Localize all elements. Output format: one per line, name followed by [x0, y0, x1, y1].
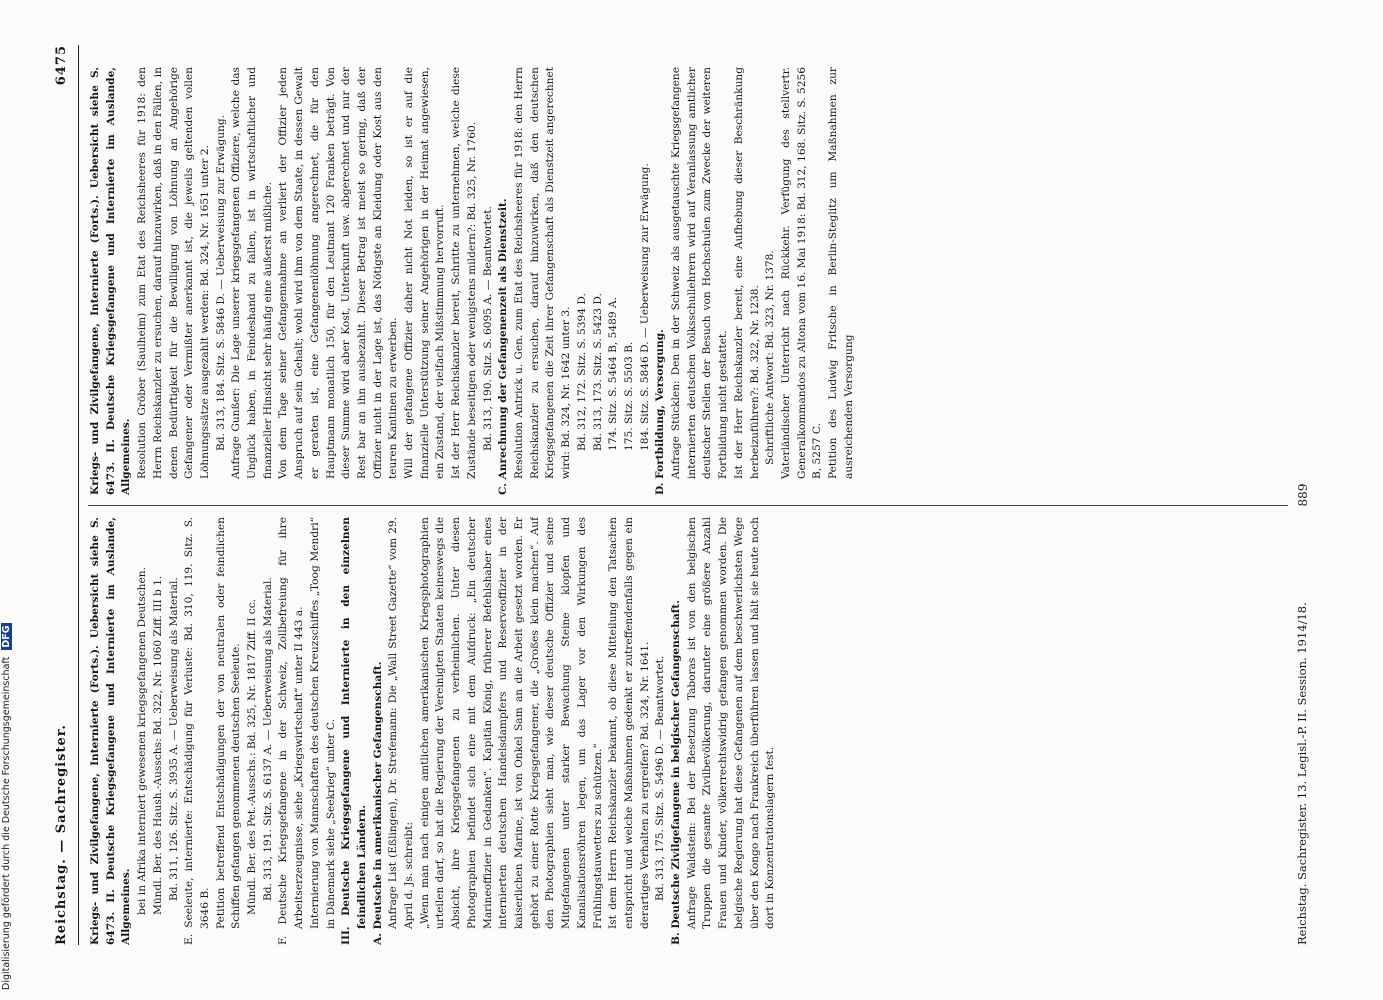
index-entry: Kriegs- und Zivilgefangene, Internierte (Forts.). Uebersicht siehe S. 6473. II. Deutsche Kriegsgefangene und Internierte im Auslande, Allgemeines. [89, 517, 133, 945]
index-entry: 174. Sitz. S. 5464 B, 5489 A. [607, 297, 620, 451]
index-entry: Anfrage List (Eßlingen), Dr. Strefemann: Die „Wall Street Gazette“ vom 29. April d. Js. schreibt: [387, 517, 416, 929]
index-entry: A. Deutsche in amerikanischer Gefangenschaft. [371, 661, 384, 945]
index-entry: Petition betreffend Entschädigungen der von neutralen oder feindlichen Schiffen gefangen genommenen deutschen Seeleute. [214, 517, 243, 929]
dfg-logo: DFG [1, 625, 12, 648]
index-entry: Von dem Tage seiner Gefangennahme an verliert der Offizier jeden Anspruch auf sein Gehalt; wohl wird ihm von dem Staate, in dessen Gewalt er geraten ist, eine Gefangenenlöhnung angerechnet, die für den Hauptmann monatlich 150, für den Leutnant 120 Franken beträgt. Von dieser Summe wird aber Kost, Unterkunft usw. abgerechnet und nur der Rest bar an ihn ausbezahlt. Dieser Betrag ist meist so gering, daß der Offizier nicht in der Lage ist, das Nötigste an Kleidung oder Kost aus den teuren Kantinen zu erwerben. [277, 67, 400, 479]
running-head-page: 6475 [54, 45, 69, 86]
index-entry: Bd. 313, 184. Sitz. S. 5846 D. — Ueberweisung zur Erwägung. [214, 114, 227, 451]
index-entry: Will der gefangene Offizier daher nicht Not leiden, so ist er auf die finanzielle Unterstützung seiner Angehörigen in der Heimat angewiesen, ein Zustand, der vielfach Mißstimmung hervorruft. [403, 67, 447, 479]
index-entry: Petition des Ludwig Fritsche in Berlin-Steglitz um Maßnahmen zur ausreichenden Versorgung [827, 67, 855, 479]
index-entry: D. Fortbildung, Versorgung. [654, 329, 667, 495]
index-entry: Resolution Antrick u. Gen. zum Etat des Reichsheeres für 1918: den Herrn Reichskanzler zu ersuchen, darauf hinzuwirken, daß den deutschen Kriegsgefangenen die Zeit ihrer Gefangenschaft als Dienstzeit angerechnet wird: Bd. 324, Nr. 1642 unter 3. [512, 67, 573, 479]
index-entry: Ist dem Herrn Reichskanzler bekannt, ob diese Mitteilung den Tatsachen entspricht und welche Maßnahmen gedenkt er zutreffendenfalls gegen ein derartiges Verhalten zu ergreifen? Bd. 324, Nr. 1641. [607, 517, 651, 929]
index-entry: C. Anrechnung der Gefangenenzeit als Dienstzeit. [497, 198, 510, 495]
scanned-book-page [50, 45, 1330, 945]
index-entry: Ist der Herr Reichskanzler bereit, Schritte zu unternehmen, welche diese Zustände beseitigen oder wenigstens mildern?: Bd. 325, Nr. 1760. [450, 67, 478, 479]
index-entry: Internierung von Mannschaften des deutschen Kreuzschiffes „Toog Mendri“ in Dänemark siehe „Seekrieg“ unter C. [308, 517, 337, 929]
index-entry: Resolution Gröber (Saulheim) zum Etat des Reichsheeres für 1918: den Herrn Reichskanzler zu ersuchen, darauf hinzuwirken, daß in den Fällen, in denen Bedürftigkeit für die Bewilligung von Löhnung an Angehörige Gefangener oder Vermißter anerkannt ist, die jeweils geltenden vollen Löhnungssätze ausgezahlt werden: Bd. 324, Nr. 1651 unter 2. [136, 67, 211, 479]
header-rule [78, 45, 79, 945]
index-entry: Bd. 312, 172. Sitz. S. 5394 D. [575, 293, 588, 451]
index-entry: B. Deutsche Zivilgefangene in belgischer Gefangenschaft. [670, 600, 683, 945]
running-head-left: Reichstag. — Sachregister. [54, 724, 69, 945]
index-entry: III. Deutsche Kriegsgefangene und Internierte in den einzelnen feindlichen Ländern. [340, 517, 368, 945]
column-divider [88, 505, 1288, 506]
page-number: 889 [1296, 483, 1310, 507]
index-entry: F. Deutsche Kriegsgefangene in der Schweiz, Zollbefreiung für ihre Arbeitserzeugnisse, siehe „Kriegswirtschaft“ unter II 443 a. [277, 517, 306, 945]
index-entry: Schriftliche Antwort: Bd. 323, Nr. 1378. [764, 250, 777, 465]
index-entry: Anfrage Stücklen: Den in der Schweiz als ausgetauschte Kriegsgefangene internierten deutschen Volksschullehrern wird auf Veranlassung amtlicher deutscher Stellen der Besuch von Hochschulen zum Zwecke der weiteren Fortbildung nicht gestattet. [670, 67, 730, 479]
index-entry: 175. Sitz. S. 5503 B. [622, 341, 635, 451]
right-column [88, 67, 1298, 495]
index-entry: Bd. 313, 173. Sitz. S. 5423 D. [591, 293, 604, 451]
index-entry: E. Seeleute, internierte: Entschädigung für Verluste: Bd. 310, 119. Sitz. S. 3646 B. [183, 517, 211, 945]
index-entry: Anfrage Gunßer: Die Lage unserer kriegsgefangenen Offiziere, welche das Unglück haben, in Feindeshand zu fallen, ist in wirtschaftlicher und finanzieller Hinsicht sehr häufig eine äußerst mißliche. [230, 67, 274, 479]
index-entry: Kriegs- und Zivilgefangene, Internierte (Forts.). Uebersicht siehe S. 6473. II. Deutsche Kriegsgefangene und Internierte im Auslande, Allgemeines. [89, 67, 133, 495]
digitization-credit [0, 0, 14, 1000]
index-entry: Bd. 313, 191. Sitz. S. 6137 A. — Ueberweisung als Material. [261, 577, 274, 901]
page-footer: Reichstag. Sachregister. 13. Legisl.-P. II. Session. 1914/18. [1295, 602, 1309, 945]
index-entry: Ist der Herr Reichskanzler bereit, eine Aufhebung dieser Beschränkung herbeizuführen?: Bd. 322, Nr. 1238. [732, 67, 761, 479]
digitization-credit-text: Digitalisierung gefördert durch die Deutsche Forschungsgemeinschaft [1, 656, 12, 990]
index-entry: 184. Sitz. S. 5846 D. — Ueberweisung zur Erwägung. [638, 163, 651, 451]
index-entry: Bd. 313, 190. Sitz. S. 6095 A. — Beantwortet. [481, 206, 494, 451]
index-entry: „Wenn man nach einigen amtlichen amerikanischen Kriegsphotographien urteilen darf, so hat die Regierung der Vereinigten Staaten keineswegs die Absicht, ihre Kriegsgefangenen zu verheimlichen. Unter diesen Photographien befindet sich eine mit dem Aufdruck: „Ein deutscher Marineoffizier in Gedanken“. Kapitän König, früherer Befehlshaber eines internierten deutschen Handelsdampfers und Reserveoffizier in der kaiserlichen Marine, ist von Onkel Sam an die Arbeit gesetzt worden. Er gehört zu einer Rotte Kriegsgefangener, die „Großes klein machen“. Auf den Photographien sieht man, wie dieser deutsche Offizier und seine Mitgefangenen unter starker Bewachung Steine klopfen und Kanalisationsröhren legen, um das Lager vor den Wirkungen des Frühlingstauwetters zu schützen.“ [418, 517, 604, 929]
index-entry: Bd. 311, 126. Sitz. S. 3935 A. — Ueberweisung als Material. [167, 577, 180, 901]
index-entry: Mündl. Ber. des Pet.-Ausschs.: Bd. 325, Nr. 1817 Ziff. II cc. [246, 598, 259, 915]
index-entry: Mündl. Ber. des Haush.-Ausschs: Bd. 322, Nr. 1060 Ziff. III b 1. [151, 575, 164, 915]
index-entry: Anfrage Waldstein: Bei der Besetzung Taboras ist von den belgischen Truppen die gesamte Zivilbevölkerung, darunter eine größere Anzahl Frauen und Kinder, völkerrechtswidrig gefangen genommen worden. Die belgische Regierung hat diese Gefangenen auf dem beschwerlichsten Wege über den Kongo nach Frankreich überführen lassen und hält sie heute noch dort in Konzentrationslagern fest. [685, 517, 777, 929]
index-entry: bei in Afrika interniert gewesenen kriegsgefangenen Deutschen. [136, 567, 149, 915]
left-column [88, 517, 1298, 945]
index-entry: Bd. 313, 175. Sitz. S. 5496 D. — Beantwortet. [654, 655, 667, 901]
index-entry: Vaterländischer Unterricht nach Rückkehr. Verfügung des stellvertr. Generalkommandos zu Altona vom 16. Mai 1918: Bd. 312, 168. Sitz. S. 5256 B, 5257 C. [779, 67, 824, 479]
